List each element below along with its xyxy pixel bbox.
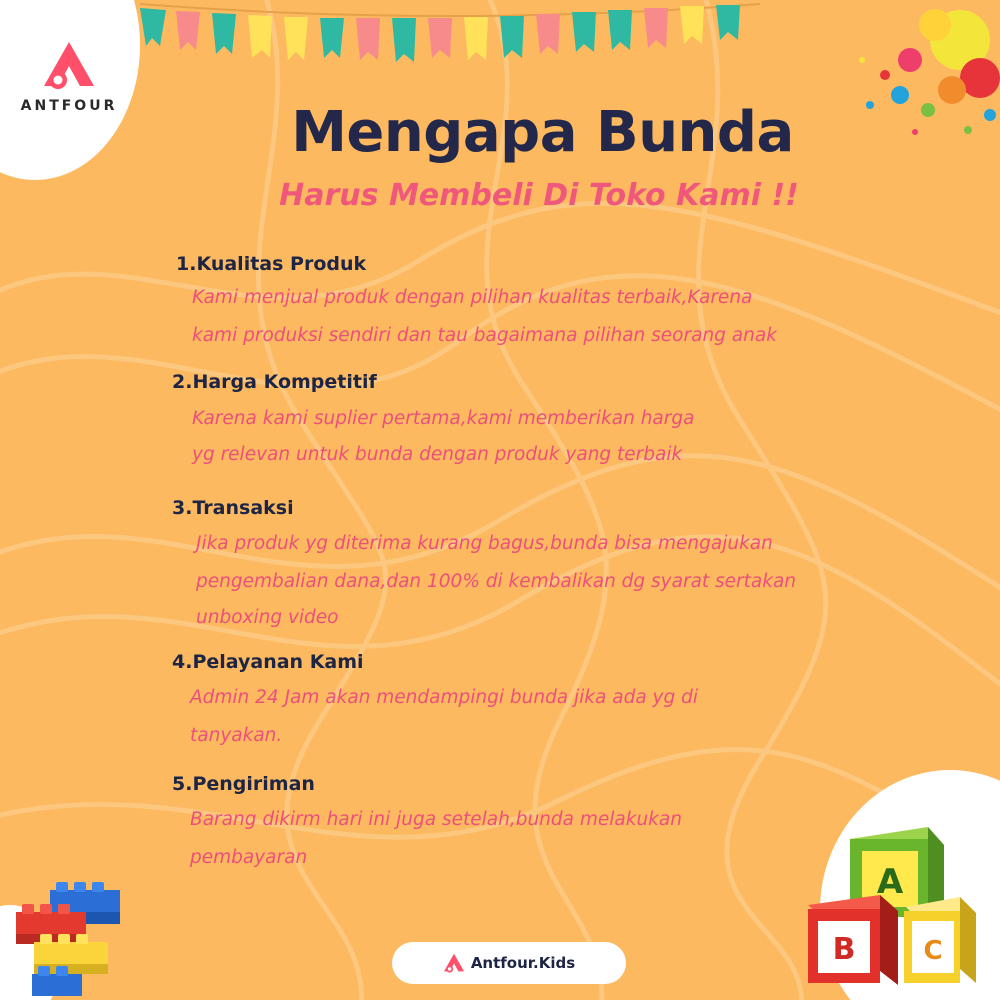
reason-5-line-1: Barang dikirm hari ini juga setelah,bunda melakukan — [190, 809, 682, 830]
reason-3-line-3: unboxing video — [196, 607, 339, 628]
block-b-letter: B — [832, 932, 856, 967]
reason-2-line-2: yg relevan untuk bunda dengan produk yang terbaik — [192, 444, 683, 465]
page-title: Mengapa Bunda — [291, 100, 794, 165]
reason-3-line-1: Jika produk yg diterima kurang bagus,bunda bisa mengajukan — [196, 533, 773, 554]
bunting-flags-icon — [0, 0, 760, 80]
social-handle-badge[interactable] — [392, 942, 626, 984]
reason-1-line-1: Kami menjual produk dengan pilihan kualitas terbaik,Karena — [192, 287, 753, 308]
antfour-logo-icon — [443, 953, 465, 973]
lego-bricks-icon — [10, 878, 120, 1000]
abc-blocks-icon — [804, 825, 980, 997]
reason-2-heading: 2.Harga Kompetitif — [172, 371, 377, 393]
block-c-letter: C — [923, 936, 943, 966]
reason-5-heading: 5.Pengiriman — [172, 773, 315, 795]
block-a-letter: A — [876, 862, 904, 902]
page-subtitle: Harus Membeli Di Toko Kami !! — [279, 178, 799, 213]
social-handle-text: Antfour.Kids — [470, 954, 576, 972]
reason-4-heading: 4.Pelayanan Kami — [172, 651, 364, 673]
reason-4-line-1: Admin 24 Jam akan mendampingi bunda jika ada yg di — [190, 687, 698, 708]
reason-1-line-2: kami produksi sendiri dan tau bagaimana pilihan seorang anak — [192, 325, 777, 346]
reason-3-line-2: pengembalian dana,dan 100% di kembalikan dg syarat sertakan — [196, 571, 797, 592]
reason-4-line-2: tanyakan. — [190, 725, 283, 746]
reason-5-line-2: pembayaran — [190, 847, 308, 868]
brand-name: ANTFOUR — [20, 98, 118, 114]
reason-1-heading: 1.Kualitas Produk — [176, 253, 367, 275]
reason-2-line-1: Karena kami suplier pertama,kami memberikan harga — [192, 408, 695, 429]
reason-3-heading: 3.Transaksi — [172, 497, 294, 519]
